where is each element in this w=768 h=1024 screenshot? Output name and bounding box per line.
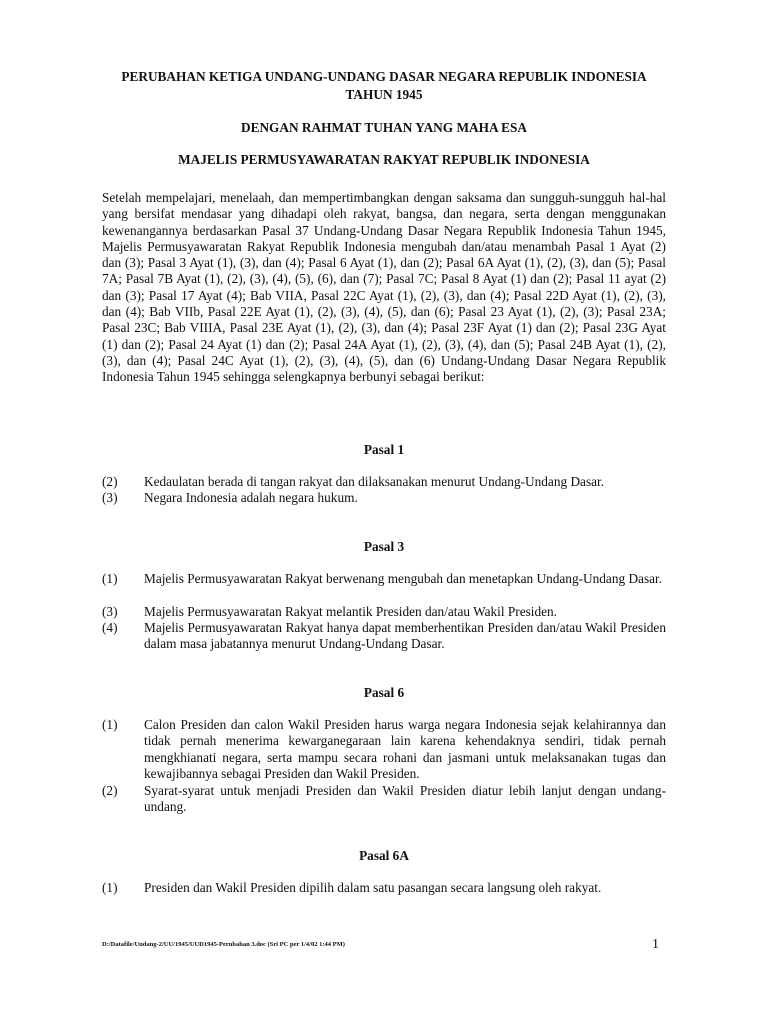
document-title-line-2: TAHUN 1945: [345, 87, 423, 102]
item-text: Negara Indonesia adalah negara hukum.: [144, 490, 358, 505]
item-text: Kedaulatan berada di tangan rakyat dan dilaksanakan menurut Undang-Undang Dasar.: [144, 474, 605, 489]
list-item: [102, 604, 666, 620]
list-item: [102, 571, 666, 587]
item-text: Presiden dan Wakil Presiden dipilih dalam satu pasangan secara langsung oleh rakyat.: [144, 880, 602, 895]
intro-paragraph: Setelah mempelajari, menelaah, dan mempertimbangkan dengan saksama dan sungguh-sungguh hal-hal yang bersifat mendasar yang dihadapi oleh rakyat, bangsa, dan negara, serta dengan menggunakan kewenangannya berdasarkan Pasal 37 Undang-Undang Dasar Negara Republik Indonesia Tahun 1945, Majelis Permusyawaratan Rakyat Republik Indonesia mengubah dan/atau menambah Pasal 1 Ayat (2) dan (3); Pasal 3 Ayat (1), (3), dan (4); Pasal 6 Ayat (1), dan (2); Pasal 6A Ayat (1), (2), (3), dan (5); Pasal 7A; Pasal 7B Ayat (1), (2), (3), (4), (5), (6), dan (7); Pasal 7C; Pasal 8 Ayat (1) dan (2); Pasal 11 ayat (2) dan (3); Pasal 17 Ayat (4); Bab VIIA, Pasal 22C Ayat (1), (2), (3), dan (4); Pasal 22D Ayat (1), (2), (3), dan (4); Bab VIIb, Pasal 22E Ayat (1), (2), (3), (4), (5), dan (6); Pasal 23 Ayat (1), (2), (3); Pasal 23A; Pasal 23C; Bab VIIIA, Pasal 23E Ayat (1), (2), (3), dan (4); Pasal 23F Ayat (1) dan (2); Pasal 23G Ayat (1) dan (2); Pasal 24 Ayat (1) dan (2); Pasal 24A Ayat (1), (2), (3), (4), dan (5); Pasal 24B Ayat (1), (2), (3), dan (4); Pasal 24C Ayat (1), (2), (3), (4), (5), dan (6) Undang-Undang Dasar Negara Republik Indonesia Tahun 1945 sehingga selengkapnya berbunyi sebagai berikut:: [102, 190, 666, 385]
item-text: Calon Presiden dan calon Wakil Presiden harus warga negara Indonesia sejak kelahirannya dan tidak pernah menerima kewarganegaraan lain karena kehendaknya sendiri, tidak pernah mengkhianati negara, serta mampu secara rohani dan jasmani untuk melaksanakan tugas dan kewajibannya sebagai Presiden dan Wakil Presiden.: [144, 717, 666, 781]
item-number: (1): [102, 571, 118, 586]
item-text: Majelis Permusyawaratan Rakyat hanya dapat memberhentikan Presiden dan/atau Wakil Presiden dalam masa jabatannya menurut Undang-Undang Dasar.: [144, 620, 666, 652]
item-number: (3): [102, 490, 118, 505]
item-number: (1): [102, 717, 118, 732]
item-text: Majelis Permusyawaratan Rakyat berwenang mengubah dan menetapkan Undang-Undang Dasar.: [144, 571, 663, 586]
list-item: [102, 880, 666, 896]
item-text: Majelis Permusyawaratan Rakyat melantik Presiden dan/atau Wakil Presiden.: [144, 604, 557, 619]
section-heading-pasal-6a: Pasal 6A: [359, 848, 409, 863]
item-number: (2): [102, 783, 118, 798]
section-heading-pasal-6: Pasal 6: [363, 685, 405, 700]
page-number: 1: [652, 937, 659, 952]
assembly-heading: MAJELIS PERMUSYAWARATAN RAKYAT REPUBLIK INDONESIA: [178, 152, 590, 167]
document-title-line-1: PERUBAHAN KETIGA UNDANG-UNDANG DASAR NEGARA REPUBLIK INDONESIA: [121, 69, 647, 84]
list-item: [102, 490, 666, 506]
list-item: [102, 717, 666, 782]
section-heading-pasal-3: Pasal 3: [363, 539, 405, 554]
item-number: (2): [102, 474, 118, 489]
footer-file-path: D:/Datafile/Undang-2/UU/1945/UUD1945-Perubahan 3.doc (Sri PC per 1/4/02 1:44 PM): [102, 941, 345, 948]
section-heading-pasal-1: Pasal 1: [363, 442, 405, 457]
list-item: [102, 620, 666, 653]
item-number: (1): [102, 880, 118, 895]
document-subtitle: DENGAN RAHMAT TUHAN YANG MAHA ESA: [240, 120, 528, 135]
item-text: Syarat-syarat untuk menjadi Presiden dan Wakil Presiden diatur lebih lanjut dengan undang-undang.: [144, 783, 666, 815]
item-number: (3): [102, 604, 118, 619]
list-item: [102, 474, 666, 490]
list-item: [102, 783, 666, 816]
item-number: (4): [102, 620, 118, 635]
